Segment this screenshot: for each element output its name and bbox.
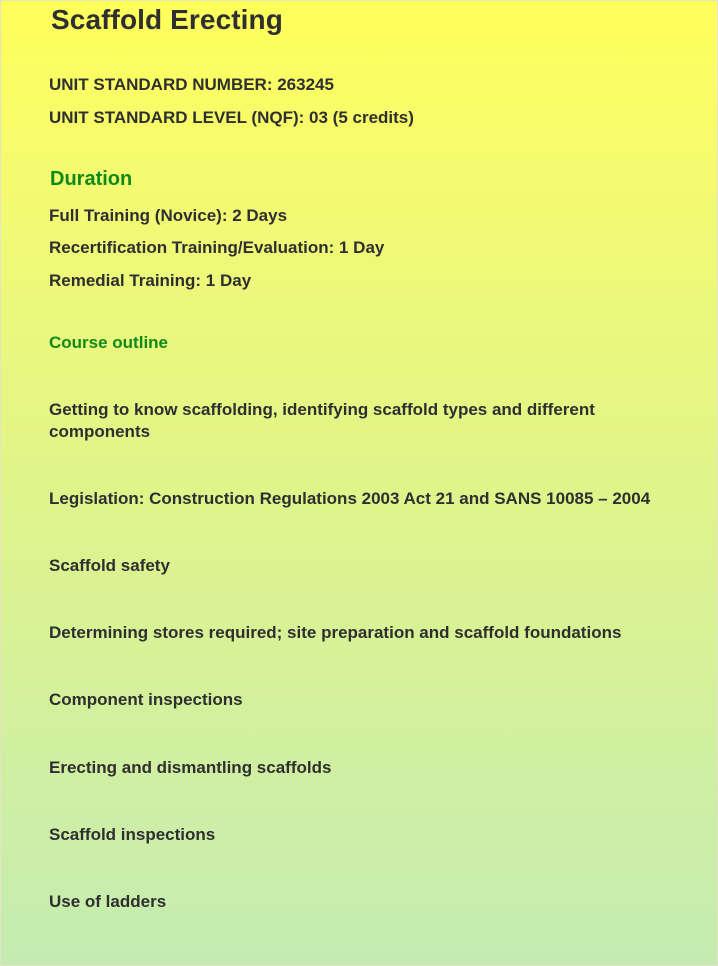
duration-item-full-training: Full Training (Novice): 2 Days [49,206,288,225]
page-title: Scaffold Erecting [51,4,283,35]
outline-item-scaffold-inspections: Scaffold inspections [49,825,216,844]
duration-item-remedial: Remedial Training: 1 Day [49,271,252,290]
outline-item-scaffold-safety: Scaffold safety [49,556,170,575]
outline-item-legislation: Legislation: Construction Regulations 2003 Act 21 and SANS 10085 – 2004 [49,489,651,508]
outline-item-determining-stores: Determining stores required; site preparation and scaffold foundations [49,623,622,642]
unit-standard-level: UNIT STANDARD LEVEL (NQF): 03 (5 credits) [49,108,414,127]
outline-item-use-of-ladders: Use of ladders [49,892,167,911]
outline-item-component-inspections: Component inspections [49,690,243,709]
unit-standard-number: UNIT STANDARD NUMBER: 263245 [49,75,334,94]
outline-item-erecting-dismantling: Erecting and dismantling scaffolds [49,758,332,777]
duration-item-recertification: Recertification Training/Evaluation: 1 Day [49,238,385,257]
outline-item-getting-to-know: Getting to know scaffolding, identifying scaffold types and different components [49,400,595,441]
course-outline-heading: Course outline [49,333,169,352]
duration-heading: Duration [50,168,133,190]
